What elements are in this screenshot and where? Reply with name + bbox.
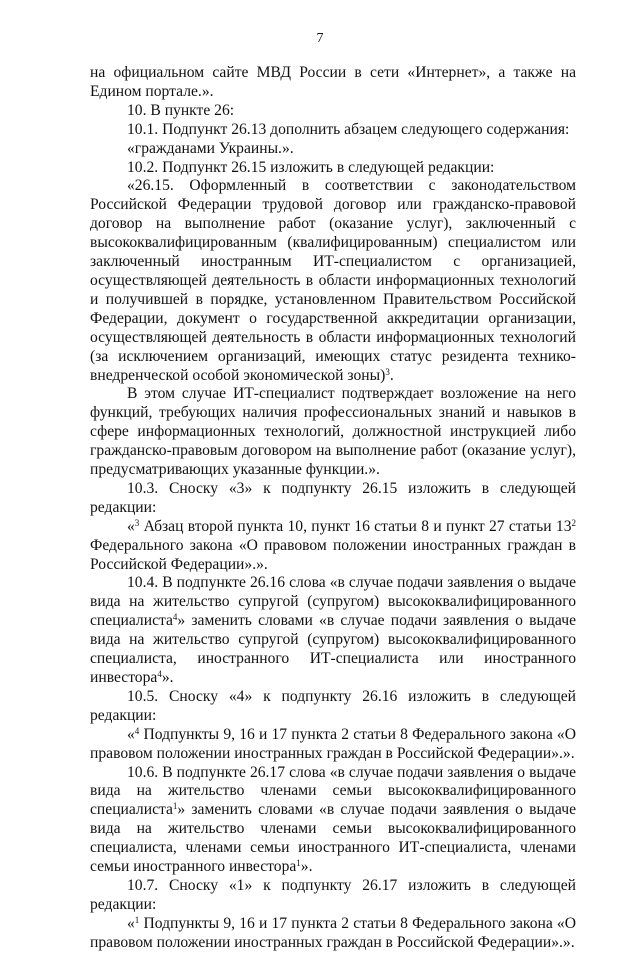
paragraph-footnote-1: [90, 915, 576, 953]
footnote-mark: 3: [134, 517, 140, 528]
paragraph-text: 10.6. В подпункте 26.17 слова «в случае подачи заявления о выдаче вида на жительство членами семьи высококвалифицированного специалиста: [90, 763, 576, 819]
paragraph-text: 10.5. Сноску «4» к подпункту 26.16 изложить в следующей редакции:: [90, 687, 576, 724]
paragraph-item-10-6: [90, 764, 576, 877]
paragraph-footnote-4: [90, 726, 576, 764]
paragraph-text: 10.1. Подпункт 26.13 дополнить абзацем следующего содержания:: [127, 120, 570, 138]
paragraph-item-10-4: [90, 574, 576, 687]
paragraph-text: ».: [300, 858, 313, 876]
paragraph-text: » заменить словами «в случае подачи заявления о выдаче вида на жительство членами семьи высококвалифицированного специалиста, членами семьи иностранного ИТ-специалиста, членами семьи иностранного инвестора: [90, 801, 576, 876]
paragraph-footnote-3: [90, 518, 576, 575]
paragraph-text: В этом случае ИТ-специалист подтверждает возложение на него функций, требующих наличия профессиональных знаний и навыков в сфере информационных технологий, должностной инструкцией либо гражданско-правовым договором на выполнение работ (оказание услуг), предусматривающих указанные функции.».: [90, 385, 576, 479]
paragraph-text: » заменить словами «в случае подачи заявления о выдаче вида на жительство супругой (супругом) высококвалифицированного специалиста, иностранного ИТ-специалиста или иностранного инвестора: [90, 612, 576, 686]
paragraph-text: Федерального закона «О правовом положении иностранных граждан в Российской Федерации».».: [90, 536, 576, 573]
paragraph-text: «: [127, 914, 135, 932]
paragraph-text: Подпункты 9, 16 и 17 пункта 2 статьи 8 Федерального закона «О правовом положении иностранных граждан в Российской Федерации».».: [90, 914, 576, 951]
paragraph-item-10-5: [90, 688, 576, 726]
paragraph-text: Абзац второй пункта 10, пункт 16 статьи 8 и пункт 27 статьи 13: [139, 517, 572, 535]
paragraph-text: «: [127, 725, 135, 743]
paragraph-text: 10.7. Сноску «1» к подпункту 26.17 изложить в следующей редакции:: [90, 876, 576, 913]
paragraph-portal: [90, 64, 576, 102]
footnote-mark: 1: [296, 858, 301, 869]
footnote-mark: 4: [157, 669, 162, 679]
paragraph-text: на официальном сайте МВД России в сети «Интернет», а также на Едином портале.».: [90, 64, 576, 100]
paragraph-text: 10.4. В подпункте 26.16 слова «в случае подачи заявления о выдаче вида на жительство супругой (супругом) высококвалифицированного специалиста: [90, 574, 576, 630]
paragraph-item-10-2: [90, 159, 576, 178]
page-number: 7: [316, 31, 324, 46]
paragraph-26-15: [90, 177, 576, 385]
footnote-mark: 1: [134, 914, 140, 925]
paragraph-text: «26.15. Оформленный в соответствии с законодательством Российской Федерации трудовой договор или гражданско-правовой договор на выполнение работ (оказание услуг), заключенный с высококвалифицированным (квалифицированным) специалистом или заключенный иностранным ИТ-специалистом с организацией, осуществляющей деятельность в области информационных технологий и получившей в порядке, установленном Правительством Российской Федерации, документ о государственной аккредитации организации, осуществляющей деятельность в области информационных технологий (за исключением организаций, имеющих статус резидента технико-внедренческой особой экономической зоны): [90, 177, 576, 384]
paragraph-text: .: [389, 366, 394, 384]
footnote-mark: 1: [172, 801, 178, 812]
paragraph-text: 10. В пункте 26:: [127, 101, 235, 119]
paragraph-item-10-7: [90, 877, 576, 915]
paragraph-text: Подпункты 9, 16 и 17 пункта 2 статьи 8 Федерального закона «О правовом положении иностранных граждан в Российской Федерации».».: [90, 725, 576, 762]
paragraph-item-10: [90, 102, 576, 121]
paragraph-ukraine: [90, 140, 576, 159]
paragraph-text: «: [127, 517, 135, 535]
paragraph-text: «гражданами Украины.».: [127, 139, 294, 157]
paragraph-item-10-3: [90, 480, 576, 518]
document-body: [90, 64, 576, 953]
paragraph-it-specialist: [90, 385, 576, 480]
footnote-mark: 4: [172, 612, 178, 623]
paragraph-text: 10.3. Сноску «3» к подпункту 26.15 изложить в следующей редакции:: [90, 479, 576, 516]
paragraph-text: 10.2. Подпункт 26.15 изложить в следующей редакции:: [127, 158, 495, 176]
footnote-mark: 4: [134, 725, 140, 736]
paragraph-text: ».: [161, 669, 174, 686]
paragraph-item-10-1: [90, 121, 576, 140]
footnote-mark: 2: [571, 517, 576, 528]
footnote-mark: 3: [385, 366, 390, 377]
